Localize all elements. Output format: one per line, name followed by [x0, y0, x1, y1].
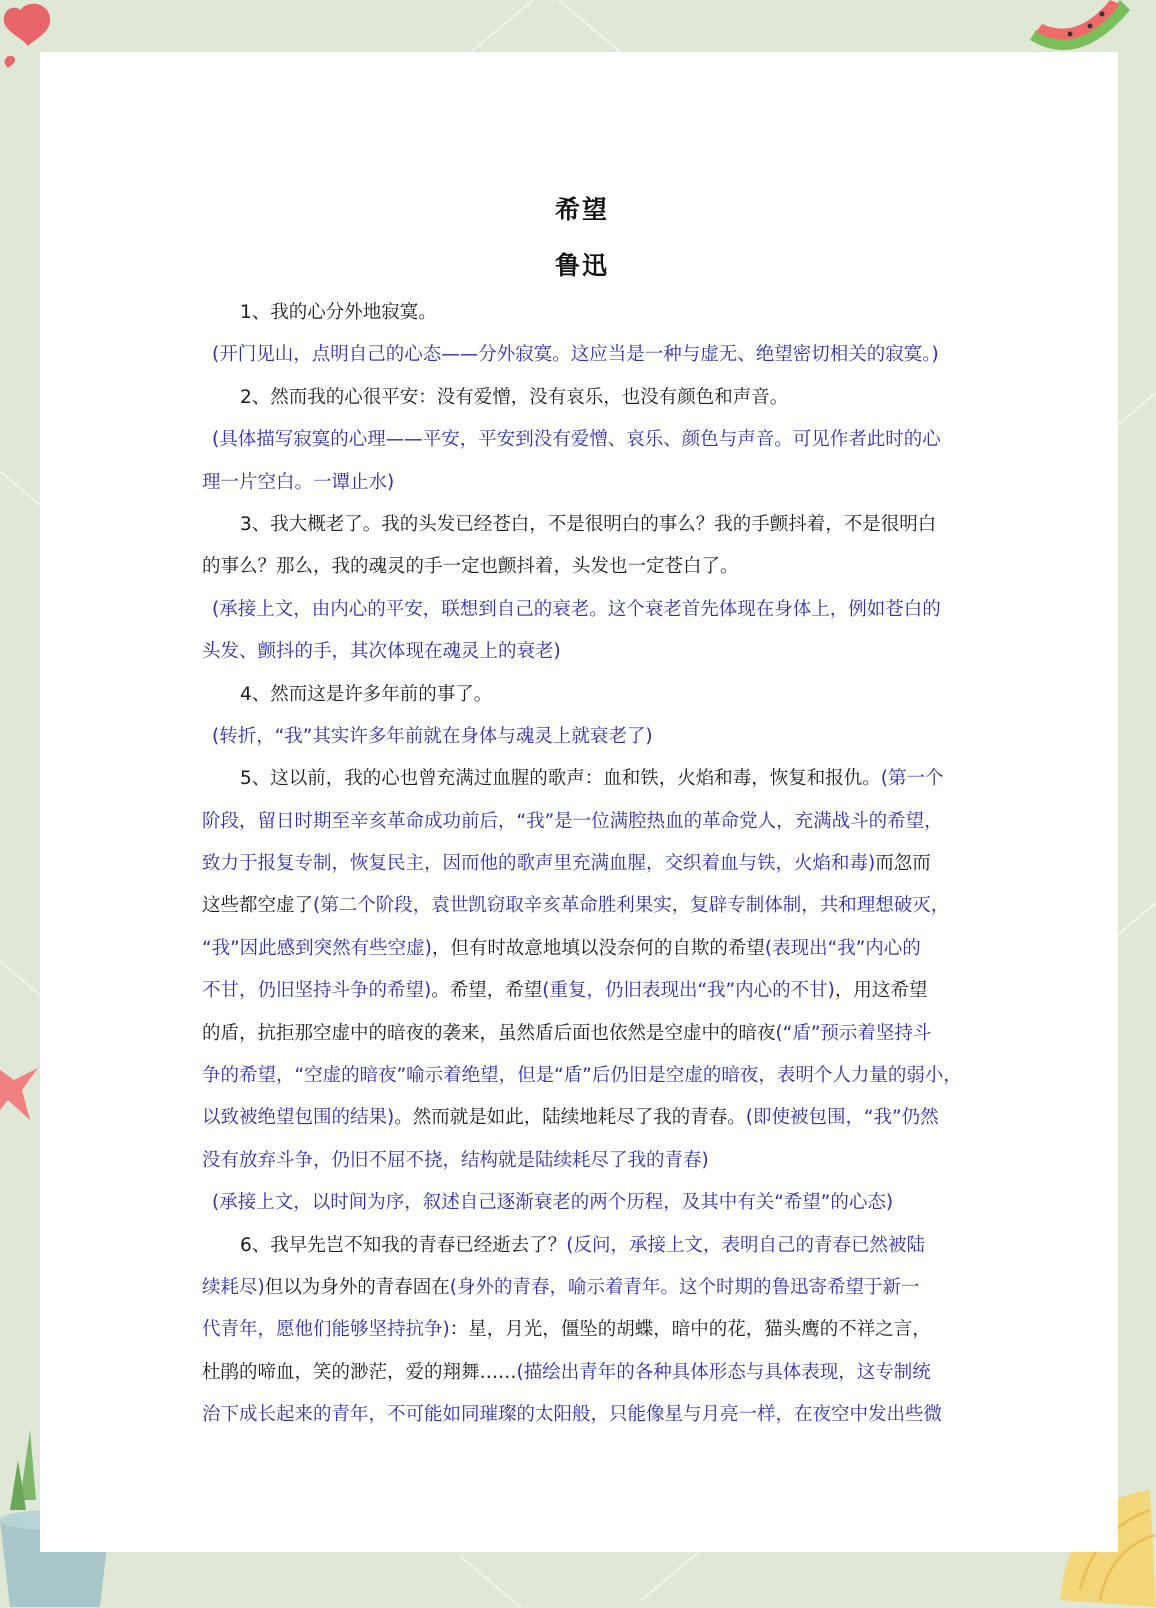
original-text: 5、这以前，我的心也曾充满过血腥的歌声：血和铁，火焰和毒，恢复和报仇。	[240, 768, 881, 790]
annotation-text: 理一片空白。一谭止水)	[202, 471, 395, 493]
text-line	[202, 801, 962, 843]
text-line	[202, 377, 962, 419]
annotation-text: 以致被绝望包围的结果)	[202, 1107, 395, 1129]
starfish-icon	[0, 1040, 40, 1130]
document-page	[40, 52, 1118, 1552]
original-text: 3、我大概老了。我的头发已经苍白，不是很明白的事么？我的手颤抖着，不是很明白	[240, 513, 937, 535]
annotation-text: (第一个	[880, 768, 944, 790]
annotation-text: (开门见山，点明自己的心态——分外寂寞。这应当是一种与虚无、绝望密切相关的寂寞。)	[212, 344, 939, 366]
original-text: 1、我的心分外地寂寞。	[240, 302, 437, 323]
body-text	[202, 292, 962, 1437]
text-line	[202, 1055, 962, 1097]
text-line	[202, 1140, 962, 1182]
original-text: 的事么？那么，我的魂灵的手一定也颤抖着，头发也一定苍白了。	[202, 556, 739, 578]
annotation-text: 治下成长起来的青年，不可能如同璀璨的太阳般，只能像星与月亮一样，在夜空中发出些微	[202, 1404, 943, 1426]
annotation-text: 代青年，愿他们能够坚持抗争)	[202, 1319, 450, 1341]
annotation-text: (承接上文，以时间为序，叙述自己逐渐衰老的两个历程，及其中有关“希望”的心态)	[212, 1192, 894, 1214]
annotation-text: 没有放弃斗争，仍旧不屈不挠，结构就是陆续耗尽了我的青春)	[202, 1149, 709, 1171]
annotation-text: 不甘，仍旧坚持斗争的希望)	[202, 980, 432, 1002]
annotation-text: (具体描写寂寞的心理——平安，平安到没有爱憎、哀乐、颜色与声音。可见作者此时的心	[212, 429, 941, 451]
annotation-text: (描绘出青年的各种具体形态与具体表现，这专制统	[516, 1361, 931, 1383]
text-line	[202, 334, 962, 376]
background-line	[459, 1555, 522, 1608]
original-text: 。希望，希望	[431, 980, 543, 1002]
text-line	[202, 1352, 962, 1394]
annotation-text: (承接上文，由内心的平安，联想到自己的衰老。这个衰老首先体现在身体上，例如苍白的	[212, 598, 941, 620]
original-text: 6、我早先岂不知我的青春已经逝去了？	[240, 1234, 567, 1256]
annotation-text: 续耗尽)	[202, 1276, 265, 1298]
text-line	[202, 292, 962, 334]
background-line	[640, 1549, 703, 1602]
annotation-text: (身外的青春，喻示着青年。这个时期的鲁迅寄希望于新一	[449, 1276, 920, 1298]
annotation-text: 致力于报复专制，恢复民主，因而他的歌声里充满血腥，交织着血与铁，火焰和毒)	[202, 853, 876, 875]
text-line	[202, 843, 962, 885]
text-line	[202, 758, 962, 800]
original-text: 2、然而我的心很平安：没有爱憎，没有哀乐，也没有颜色和声音。	[240, 386, 789, 408]
annotation-text: (第二个阶段，袁世凯窃取辛亥革命胜利果实，复辟专制体制，共和理想破灭，	[313, 895, 950, 917]
text-line	[202, 589, 962, 631]
text-line	[202, 1267, 962, 1309]
text-line	[202, 1013, 962, 1055]
text-line	[202, 1225, 962, 1267]
text-line	[202, 1394, 962, 1436]
text-line	[202, 885, 962, 927]
document-author: 鲁迅	[554, 251, 609, 280]
original-text: 而忽而	[875, 853, 931, 875]
text-line	[202, 631, 962, 673]
original-text: ：星，月光，僵坠的胡蝶，暗中的花，猫头鹰的不祥之言，	[449, 1319, 931, 1341]
original-text: 但以为身外的青春固在	[264, 1276, 450, 1298]
annotation-text: (即使被包围，“我”仍然	[745, 1107, 939, 1129]
document-title: 希望	[554, 195, 609, 224]
text-line	[202, 462, 962, 504]
annotation-text: 争的希望，“空虚的暗夜”喻示着绝望，但是“盾”后仍旧是空虚的暗夜，表明个人力量的弱小，	[202, 1065, 962, 1087]
original-text: ，用这希望	[834, 980, 928, 1002]
text-line	[202, 970, 962, 1012]
original-text: 的盾，抗拒那空虚中的暗夜的袭来，虽然盾后面也依然是空虚中的暗夜	[202, 1022, 776, 1044]
text-line	[202, 419, 962, 461]
annotation-text: (反问，承接上文，表明自己的青春已然被陆	[566, 1234, 926, 1256]
annotation-text: (“盾”预示着坚持斗	[775, 1022, 932, 1044]
text-line	[202, 546, 962, 588]
text-line	[202, 504, 962, 546]
text-line	[202, 1309, 962, 1351]
text-line	[202, 674, 962, 716]
annotation-text: (转折，“我”其实许多年前就在身体与魂灵上就衰老了)	[212, 725, 653, 747]
original-text: 。然而就是如此，陆续地耗尽了我的青春。	[394, 1107, 746, 1129]
original-text: ，但有时故意地填以没奈何的自欺的希望	[431, 937, 765, 959]
text-line	[202, 928, 962, 970]
original-text: 4、然而这是许多年前的事了。	[240, 683, 493, 705]
original-text: 这些都空虚了	[202, 895, 314, 917]
annotation-text: 阶段，留日时期至辛亥革命成功前后，“我”是一位满腔热血的革命党人，充满战斗的希望，	[202, 810, 943, 832]
annotation-text: “我”因此感到突然有些空虚)	[202, 937, 432, 959]
annotation-text: (表现出“我”内心的	[764, 937, 921, 959]
annotation-text: 头发、颤抖的手，其次体现在魂灵上的衰老)	[202, 641, 561, 663]
annotation-text: (重复，仍旧表现出“我”内心的不甘)	[542, 980, 835, 1002]
text-line	[202, 716, 962, 758]
text-line	[202, 1182, 962, 1224]
original-text: 杜鹃的啼血，笑的渺茫，爱的翔舞……	[202, 1361, 517, 1383]
text-line	[202, 1097, 962, 1139]
